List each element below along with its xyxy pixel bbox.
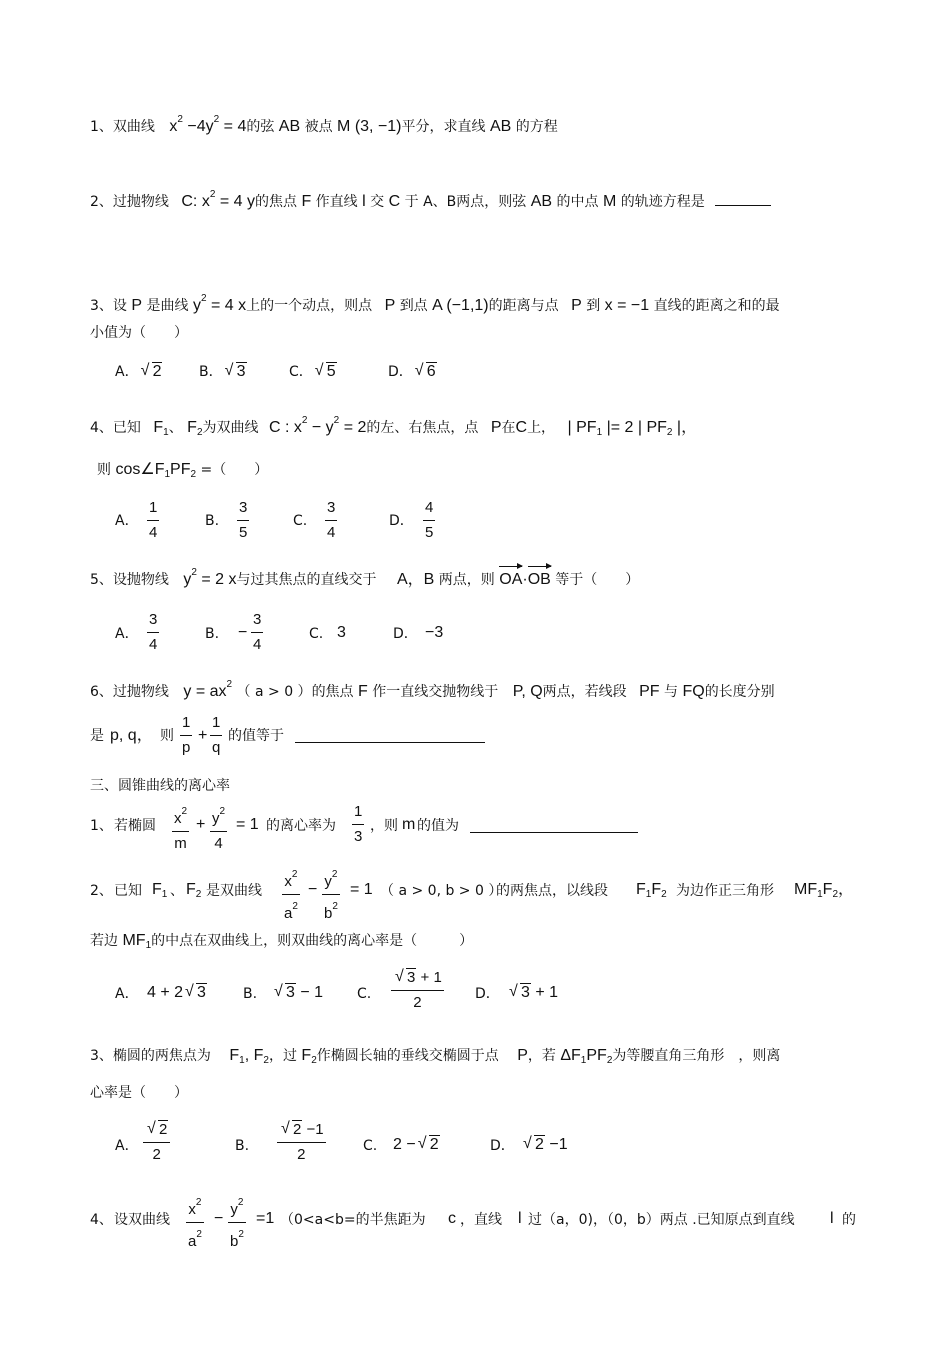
- option-b-label: B.: [243, 986, 258, 1002]
- fraction: $\frac{3}{4}$: [149, 611, 158, 653]
- fraction: √ $\frac{2}{2}$: [143, 1120, 170, 1165]
- fraction: $\frac{1}{p}$: [182, 714, 191, 756]
- option-a-label: A．: [115, 1138, 139, 1154]
- option-c-label: C.: [293, 513, 308, 529]
- option-b-label: B．: [199, 364, 223, 380]
- fraction: $\frac{x^2}{a^2}$: [186, 1193, 204, 1252]
- math-expression: C: $x^2 = 4$ y: [181, 189, 255, 210]
- problem-number: 2、: [90, 883, 113, 899]
- problem-number: 1、: [90, 119, 113, 135]
- problem-3-line-2: 小值为（ ）: [90, 325, 188, 341]
- eccentricity-problem-3: 3、椭圆的两焦点为 $F_1$, $F_2$，过 $F_2$作椭圆长轴的垂线交椭圆于点 P，若 $\Delta F_1PF_2$为等腰直角三角形 ，则离: [90, 1047, 781, 1066]
- problem-number: 3、: [90, 298, 113, 314]
- vector-ob: OB: [527, 571, 551, 588]
- fraction: $\frac{y^2}{b^2}$: [322, 865, 340, 924]
- problem-4-line-2: 则 $\cos\angle F_1PF_2$ =（ ）: [97, 461, 269, 480]
- problem-number: 3、: [90, 1048, 113, 1064]
- fraction: $\frac{1}{4}$: [149, 499, 158, 541]
- section-title: 三、圆锥曲线的离心率: [90, 778, 230, 794]
- option-a-label: A．: [115, 364, 139, 380]
- problem-number: 1、: [90, 818, 113, 834]
- problem-number: 4、: [90, 420, 113, 436]
- option-c-label: C.: [363, 1138, 378, 1154]
- option-a-label: A．: [115, 986, 139, 1002]
- answer-blank: [470, 818, 638, 833]
- problem-6: 6、过抛物线 $y = ax^2$ （ a > 0 ）的焦点 F 作一直线交抛物线于 P, Q两点，若线段 PF 与 FQ的长度分别: [90, 679, 775, 700]
- option-c-label: C.: [309, 626, 324, 642]
- option-d-label: D．: [393, 626, 418, 642]
- option-b-label: B.: [205, 513, 220, 529]
- option-a-label: A．: [115, 626, 139, 642]
- sqrt-expression: √ 3: [225, 362, 247, 382]
- option-a-label: A．: [115, 513, 139, 529]
- fraction: $\frac{3}{4}$: [327, 499, 336, 541]
- fraction: √ $\frac{2 -1}{2}$: [277, 1120, 326, 1165]
- problem-number: 6、: [90, 684, 113, 700]
- fraction: $\frac{x^2}{a^2}$: [282, 865, 300, 924]
- option-c-label: C.: [357, 986, 372, 1002]
- problem-number: 4、: [90, 1212, 113, 1228]
- option-d-label: D．: [389, 513, 414, 529]
- answer-blank: [715, 191, 771, 206]
- sqrt-expression: √ 5: [315, 362, 337, 382]
- option-b-label: B.: [235, 1138, 250, 1154]
- problem-3: 3、设 P 是曲线 $y^2 = 4$ x上的一个动点，则点 P 到点 A (−1,1)的距离与点 P 到 x = −1 直线的距离之和的最: [90, 293, 780, 314]
- sqrt-expression: √ 2: [141, 362, 163, 382]
- option-b-label: B.: [205, 626, 220, 642]
- problem-number: 2、: [90, 194, 113, 210]
- problem-5: 5、设抛物线 $y^2 = 2$ x与过其焦点的直线交于 A，B 两点，则 OA·OB 等于（ ）: [90, 567, 640, 588]
- vector-oa: OA: [499, 571, 523, 588]
- math-expression: $x^2 -4y^2 = 4$: [169, 114, 247, 135]
- problem-number: 5、: [90, 572, 113, 588]
- fraction: √ $\frac{3 + 1}{2}$: [391, 968, 444, 1013]
- sqrt-expression: √ 6: [415, 362, 437, 382]
- answer-blank: [295, 728, 485, 743]
- fraction: $\frac{x^2}{m}$: [172, 802, 189, 854]
- fraction: $\frac{y^2}{b^2}$: [228, 1193, 246, 1252]
- fraction: $\frac{4}{5}$: [425, 499, 434, 541]
- fraction: $\frac{1}{q}$: [212, 714, 221, 756]
- problem-2: 2、过抛物线 C: $x^2 = 4$ y的焦点 F 作直线 l 交 C 于 A、B两点，则弦 AB 的中点 M 的轨迹方程是: [90, 185, 771, 212]
- fraction: $\frac{3}{5}$: [239, 499, 248, 541]
- problem-4: 4、已知 $F_1$、 $F_2$为双曲线 C : $x^2 - y^2 = 2$的左、右焦点，点 P在C上， | $PF_1$ |= 2 | $PF_2$ |，: [90, 415, 698, 438]
- option-d-label: D．: [388, 364, 413, 380]
- eccentricity-problem-2-line-2: 若边 $MF_1$的中点在双曲线上，则双曲线的离心率是（ ）: [90, 932, 474, 951]
- option-d-label: D．: [490, 1138, 515, 1154]
- fraction: $\frac{3}{4}$: [253, 611, 262, 653]
- option-c-label: C．: [289, 364, 313, 380]
- eccentricity-problem-3-line-2: 心率是（ ）: [90, 1085, 188, 1101]
- fraction: $\frac{y^2}{4}$: [210, 802, 227, 854]
- problem-1: 1、双曲线 $x^2 -4y^2 = 4$的弦 AB 被点 M (3, −1)平分，求直线 AB 的方程: [90, 114, 558, 135]
- fraction: $\frac{1}{3}$: [354, 803, 363, 845]
- option-d-label: D．: [475, 986, 500, 1002]
